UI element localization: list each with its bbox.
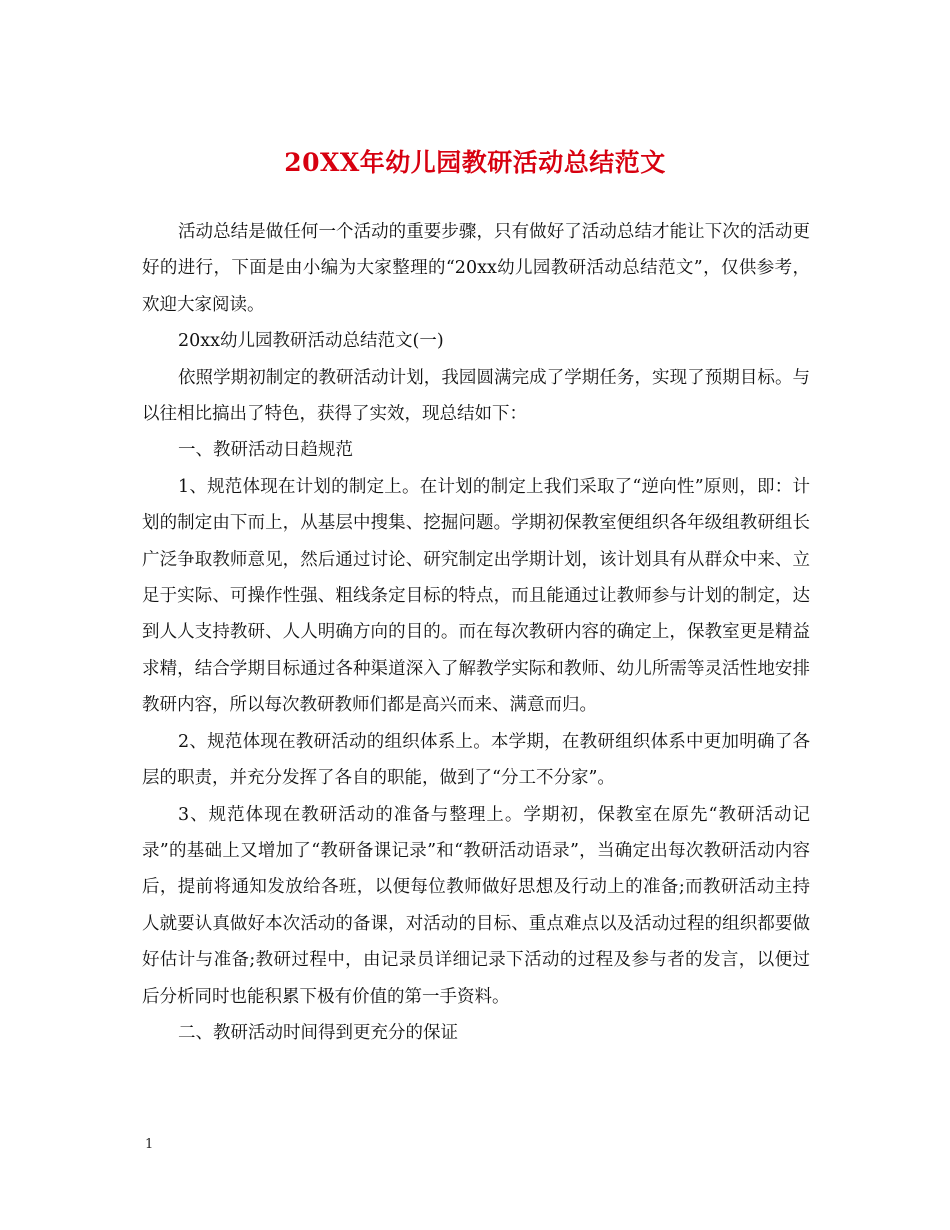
paragraph-item-2: 2、规范体现在教研活动的组织体系上。本学期，在教研组织体系中更加明确了各层的职责，并充分发挥了各自的职能，做到了“分工不分家”。 — [142, 731, 810, 789]
document-title: 20XX年幼儿园教研活动总结范文 — [284, 148, 666, 177]
document-body — [142, 214, 810, 1051]
paragraph-subtitle: 20xx幼儿园教研活动总结范文(一) — [178, 331, 444, 352]
section-heading-1: 一、教研活动日趋规范 — [178, 440, 353, 461]
paragraph-item-1: 1、规范体现在计划的制定上。在计划的制定上我们采取了“逆向性”原则，即：计划的制定由下而上，从基层中搜集、挖掘问题。学期初保教室便组织各年级组教研组长广泛争取教师意见，然后通过讨论、研究制定出学期计划，该计划具有从群众中来、立足于实际、可操作性强、粗线条定目标的特点，而且能通过让教师参与计划的制定，达到人人支持教研、人人明确方向的目的。而在每次教研内容的确定上，保教室更是精益求精，结合学期目标通过各种渠道深入了解教学实际和教师、幼儿所需等灵活性地安排教研内容，所以每次教研教师们都是高兴而来、满意而归。 — [142, 476, 810, 716]
section-heading-2: 二、教研活动时间得到更充分的保证 — [178, 1022, 458, 1043]
paragraph-summary-lead: 依照学期初制定的教研活动计划，我园圆满完成了学期任务，实现了预期目标。与以往相比搞出了特色，获得了实效，现总结如下： — [142, 367, 810, 425]
paragraph-item-3: 3、规范体现在教研活动的准备与整理上。学期初，保教室在原先“教研活动记录”的基础上又增加了“教研备课记录”和“教研活动语录”，当确定出每次教研活动内容后，提前将通知发放给各班，以便每位教师做好思想及行动上的准备;而教研活动主持人就要认真做好本次活动的备课，对活动的目标、重点难点以及活动过程的组织都要做好估计与准备;教研过程中，由记录员详细记录下活动的过程及参与者的发言，以便过后分析同时也能积累下极有价值的第一手资料。 — [142, 804, 810, 1007]
paragraph-intro: 活动总结是做任何一个活动的重要步骤，只有做好了活动总结才能让下次的活动更好的进行，下面是由小编为大家整理的“20xx幼儿园教研活动总结范文”，仅供参考，欢迎大家阅读。 — [142, 222, 810, 315]
page-number: 1 — [145, 1137, 154, 1152]
